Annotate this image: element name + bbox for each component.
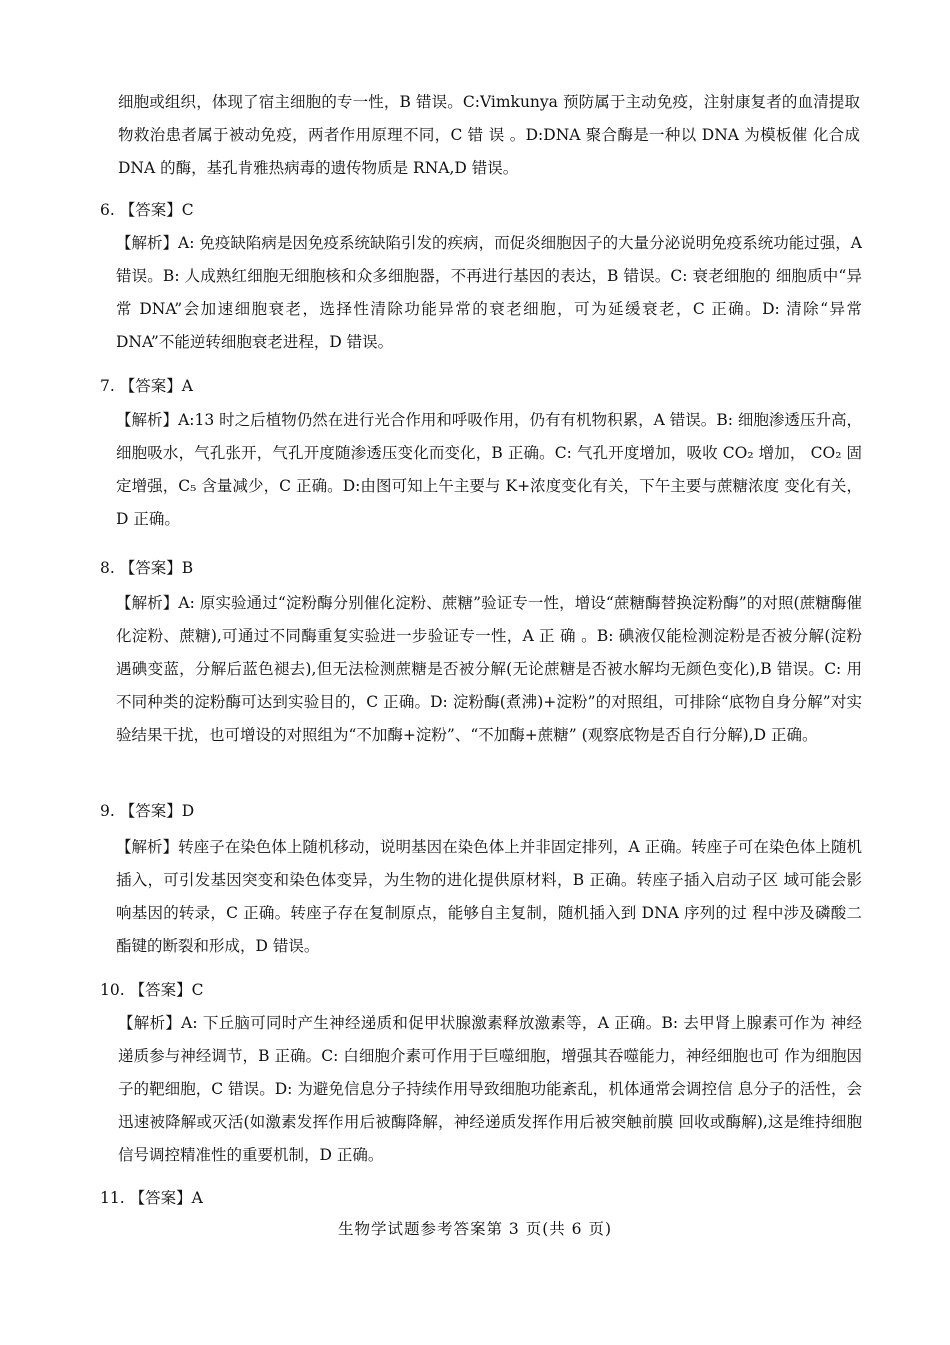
answer-q6: 6. 【答案】C — [100, 201, 194, 219]
analysis-q7: 【解析】A:13 时之后植物仍然在进行光合作用和呼吸作用，仍有有机物积累，A 错误。B: 细胞渗透压升高，细胞吸水，气孔张开，气孔开度随渗透压变化而变化，B 正确。C: 气孔开度增加，吸收 CO₂ 增加， CO₂ 固定增强，C₅ 含量减少，C 正确。D:由图可知上午主要与 K+浓度变化有关，下午主要与蔗糖浓度 变化有关，D 正确。 — [116, 411, 862, 528]
analysis-q6: 【解析】A: 免疫缺陷病是因免疫系统缺陷引发的疾病，而促炎细胞因子的大量分泌说明免疫系统功能过强，A 错误。B: 人成熟红细胞无细胞核和众多细胞器，不再进行基因的表达，B 错误。C: 衰老细胞的 细胞质中“异常 DNA”会加速细胞衰老，选择性清除功能异常的衰老细胞，可为延缓衰老，C 正确。D: 清除“异常 DNA”不能逆转细胞衰老进程，D 错误。 — [116, 234, 862, 351]
answer-q10: 10. 【答案】C — [100, 981, 204, 999]
answer-q9: 9. 【答案】D — [100, 802, 195, 820]
page-footer: 生物学试题参考答案第 3 页(共 6 页) — [337, 1220, 613, 1238]
analysis-q8: 【解析】A: 原实验通过“淀粉酶分别催化淀粉、蔗糖”验证专一性，增设“蔗糖酶替换淀粉酶”的对照(蔗糖酶催化淀粉、蔗糖),可通过不同酶重复实验进一步验证专一性，A 正 确 。B: 碘液仅能检测淀粉是否被分解(淀粉遇碘变蓝，分解后蓝色褪去),但无法检测蔗糖是否被分解(无论蔗糖是否被水解均无颜色变化),B 错误。C: 用不同种类的淀粉酶可达到实验目的，C 正确。D: 淀粉酶(煮沸)+淀粉”的对照组，可排除“底物自身分解”对实验结果干扰，也可增设的对照组为“不加酶+淀粉”、“不加酶+蔗糖” (观察底物是否自行分解),D 正确。 — [116, 594, 862, 744]
analysis-q10: 【解析】A: 下丘脑可同时产生神经递质和促甲状腺激素释放激素等，A 正确。B: 去甲肾上腺素可作为 神经递质参与神经调节，B 正确。C: 白细胞介素可作用于巨噬细胞，增强其吞噬能力，神经细胞也可 作为细胞因子的靶细胞，C 错误。D: 为避免信息分子持续作用导致细胞功能紊乱，机体通常会调控信 息分子的活性，会迅速被降解或灭活(如激素发挥作用后被酶降解，神经递质发挥作用后被突触前膜 回收或酶解),这是维持细胞信号调控精准性的重要机制，D 正确。 — [118, 1014, 862, 1164]
intro-paragraph: 细胞或组织，体现了宿主细胞的专一性，B 错误。C:Vimkunya 预防属于主动免疫，注射康复者的血清提取物救治患者属于被动免疫，两者作用原理不同，C 错 误 。D:DNA 聚合酶是一种以 DNA 为模板催 化合成 DNA 的酶，基孔肯雅热病毒的遗传物质是 RNA,D 错误。 — [118, 93, 860, 177]
analysis-q9: 【解析】转座子在染色体上随机移动，说明基因在染色体上并非固定排列，A 正确。转座子可在染色体上随机插入，可引发基因突变和染色体变异，为生物的进化提供原材料，B 正确。转座子插入启动子区 域可能会影响基因的转录，C 正确。转座子存在复制原点，能够自主复制，随机插入到 DNA 序列的过 程中涉及磷酸二酯键的断裂和形成，D 错误。 — [116, 838, 862, 955]
answer-q8: 8. 【答案】B — [100, 559, 194, 577]
answer-q7: 7. 【答案】A — [100, 377, 193, 395]
answer-q11: 11. 【答案】A — [100, 1189, 203, 1207]
